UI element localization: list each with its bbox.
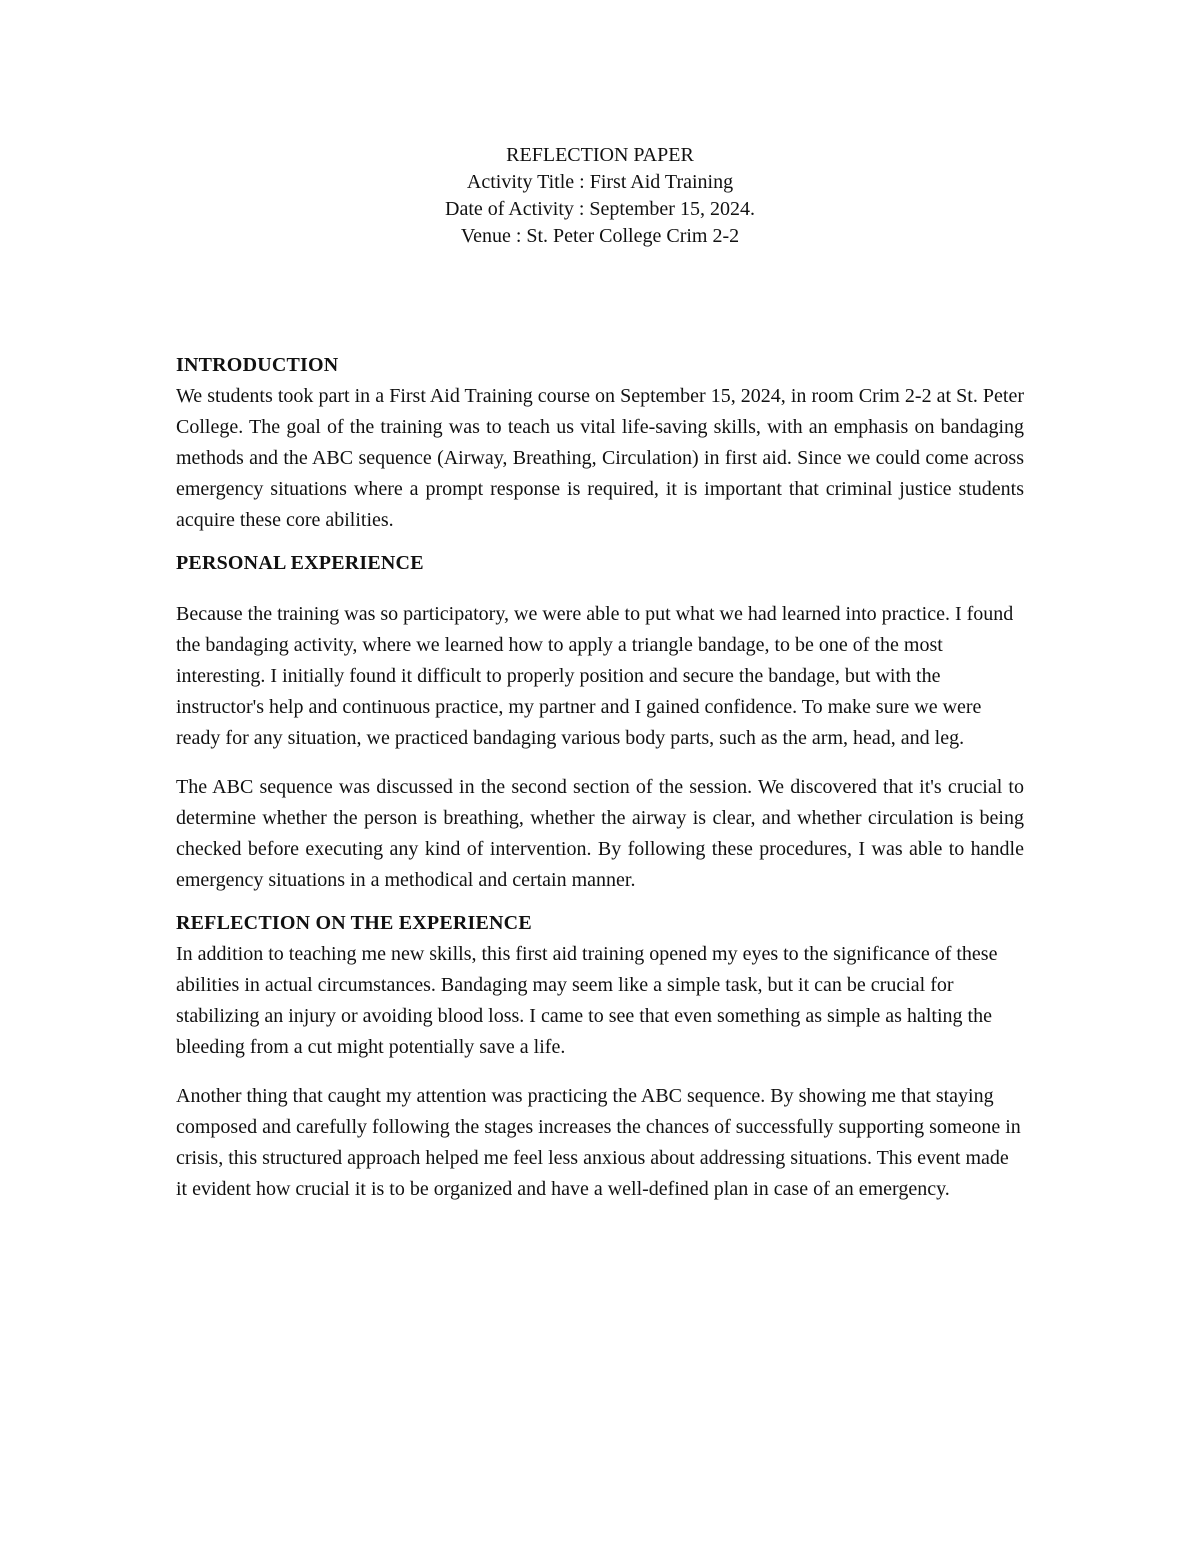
introduction-paragraph: We students took part in a First Aid Training course on September 15, 2024, in room Crim 2-2 at St. Peter College. The goal of the training was to teach us vital life-saving skills, with an emphasis on bandaging methods and the ABC sequence (Airway, Breathing, Circulation) in first aid. Since we could come across emergency situations where a prompt response is required, it is important that criminal justice students acquire these core abilities.: [176, 385, 1024, 531]
reflection-section: [176, 908, 1024, 1205]
activity-venue: Venue : St. Peter College Crim 2-2: [460, 225, 740, 247]
reflection-heading: REFLECTION ON THE EXPERIENCE: [176, 912, 532, 934]
personal-experience-paragraph-2: The ABC sequence was discussed in the second section of the session. We discovered that it's crucial to determine whether the person is breathing, whether the airway is clear, and whether circulation is being checked before executing any kind of intervention. By following these procedures, I was able to handle emergency situations in a methodical and certain manner.: [176, 776, 1024, 891]
introduction-section: [176, 350, 1024, 536]
introduction-heading: INTRODUCTION: [176, 354, 339, 376]
activity-date: Date of Activity : September 15, 2024.: [445, 198, 755, 220]
reflection-paragraph-1: In addition to teaching me new skills, this first aid training opened my eyes to the significance of these abilities in actual circumstances. Bandaging may seem like a simple task, but it can be crucial for stabilizing an injury or avoiding blood loss. I came to see that even something as simple as halting the bleeding from a cut might potentially save a life.: [176, 943, 998, 1058]
document-body: [176, 350, 1024, 1205]
personal-experience-heading: PERSONAL EXPERIENCE: [176, 552, 424, 574]
reflection-paragraph-2: Another thing that caught my attention was practicing the ABC sequence. By showing me that staying composed and carefully following the stages increases the chances of successfully supporting someone in crisis, this structured approach helped me feel less anxious about addressing situations. This event made it evident how crucial it is to be organized and have a well-defined plan in case of an emergency.: [176, 1085, 1021, 1200]
personal-experience-paragraph-1: Because the training was so participatory, we were able to put what we had learned into practice. I found the bandaging activity, where we learned how to apply a triangle bandage, to be one of the most interesting. I initially found it difficult to properly position and secure the bandage, but with the instructor's help and continuous practice, my partner and I gained confidence. To make sure we were ready for any situation, we practiced bandaging various body parts, such as the arm, head, and leg.: [176, 603, 1014, 749]
document-title: REFLECTION PAPER: [506, 144, 694, 166]
document-header: [0, 142, 1200, 250]
activity-title: Activity Title : First Aid Training: [466, 171, 734, 193]
personal-experience-section: [176, 548, 1024, 896]
